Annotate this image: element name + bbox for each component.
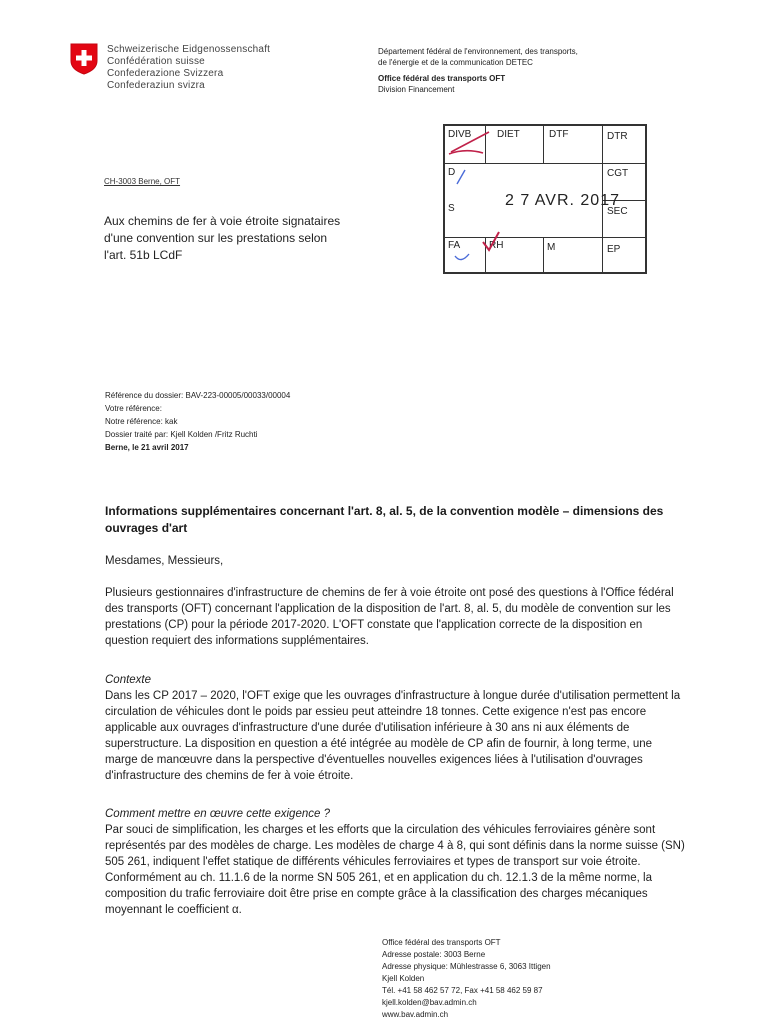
confed-fr: Confédération suisse: [107, 56, 205, 67]
division-name: Division Financement: [378, 85, 455, 94]
department-line-2: de l'énergie et de la communication DETEC: [378, 58, 533, 67]
office-name: Office fédéral des transports OFT: [378, 74, 506, 83]
addressee-block: [104, 213, 424, 264]
stamp-cell-dtr: DTR: [607, 131, 628, 142]
stamp-cell-m: M: [547, 242, 556, 253]
context-heading: Contexte: [105, 674, 152, 686]
office-contact-footer: [382, 937, 642, 1021]
reception-stamp: [443, 124, 647, 274]
confederation-names: [107, 44, 270, 92]
department-block: [378, 46, 578, 95]
stamp-cell-sec: SEC: [607, 206, 628, 217]
stamp-cell-d: D: [448, 167, 456, 178]
your-reference: Votre référence:: [105, 404, 162, 413]
stamp-cell-cgt: CGT: [607, 168, 629, 179]
stamp-cell-s: S: [448, 203, 455, 214]
department-line-1: Département fédéral de l'environnement, des transports,: [378, 47, 578, 56]
confed-it: Confederazione Svizzera: [107, 68, 224, 79]
addressee-line-1: Aux chemins de fer à voie étroite signataires: [104, 214, 341, 228]
confed-rm: Confederaziun svizra: [107, 80, 205, 91]
confed-de: Schweizerische Eidgenossenschaft: [107, 44, 271, 55]
addressee-line-3: l'art. 51b LCdF: [104, 248, 183, 262]
paragraph-intro: Plusieurs gestionnaires d'infrastructure de chemins de fer à voie étroite ont posé des questions à l'Office fédéral des transports (OFT) concernant l'application de la disposition de l'art. 8, al. 5, du modèle de convention sur les prestations (CP) pour la période 2017-2020. L'OFT constate que l'application correcte de la disposition en question requiert des informations supplémentaires.: [105, 587, 674, 647]
reference-block: [105, 389, 405, 454]
stamp-cell-rh: RH: [489, 240, 504, 251]
swiss-crest-icon: [70, 43, 98, 75]
stamp-cell-dtf: DTF: [549, 129, 569, 140]
stamp-cell-fa: FA: [448, 240, 461, 251]
footer-postal: Adresse postale: 3003 Berne: [382, 950, 486, 959]
stamp-cell-diet: DIET: [497, 129, 520, 140]
footer-email[interactable]: kjell.kolden@bav.admin.ch: [382, 998, 477, 1007]
handled-by: Dossier traité par: Kjell Kolden /Fritz Ruchti: [105, 430, 258, 439]
file-reference: Référence du dossier: BAV-223-00005/00033/00004: [105, 391, 291, 400]
addressee-line-2: d'une convention sur les prestations selon: [104, 231, 328, 245]
stamp-cell-divb: DIVB: [448, 129, 472, 140]
stamp-cell-ep: EP: [607, 244, 621, 255]
implementation-heading: Comment mettre en œuvre cette exigence ?: [105, 808, 330, 820]
implementation-paragraph: Par souci de simplification, les charges et les efforts que la circulation des véhicules ferroviaires génère sont représentés par des modèles de charge. Les modèles de charge 4 à 8, qui sont définis dans la norme suisse (SN) 505 261, indiquent l'effet statique de différents véhicules ferroviaires et types de transport sur voie étroite. Conformément au ch. 11.1.6 de la norme SN 505 261, et en application du ch. 12.1.3 de la même norme, la composition du trafic ferroviaire doit être prise en compte grâce à la classification des charges mécaniques moyennant le coefficient α.: [105, 824, 685, 916]
place-date: Berne, le 21 avril 2017: [105, 443, 189, 452]
context-paragraph: Dans les CP 2017 – 2020, l'OFT exige que les ouvrages d'infrastructure à longue durée d'utilisation permettent la circulation de véhicules dont le poids par essieu peut atteindre 18 tonnes. Cette exigence n'est pas encore applicable aux ouvrages d'infrastructure d'une durée d'utilisation inférieure à 30 ans ni aux éléments de superstructure. La disposition en question a été intégrée au modèle de CP afin de fournir, à long terme, une marge de manœuvre dans la perspective d'éventuelles nouvelles exigences liées à l'utilisation d'ouvrages d'infrastructure des chemins de fer à voie étroite.: [105, 690, 681, 782]
footer-contact-name: Kjell Kolden: [382, 974, 425, 983]
footer-phone: Tél. +41 58 462 57 72, Fax +41 58 462 59 87: [382, 986, 543, 995]
handwritten-marks-icon: [445, 126, 649, 276]
our-reference: Notre référence: kak: [105, 417, 178, 426]
salutation: Mesdames, Messieurs,: [105, 555, 224, 567]
sender-line: CH-3003 Berne, OFT: [104, 177, 181, 186]
footer-website[interactable]: www.bav.admin.ch: [382, 1010, 449, 1019]
letter-subject: Informations supplémentaires concernant l'art. 8, al. 5, de la convention modèle – dimensions des ouvrages d'art: [105, 504, 664, 535]
stamp-date: 2 7 AVR. 2017: [505, 192, 620, 209]
footer-physical: Adresse physique: Mühlestrasse 6, 3063 Ittigen: [382, 962, 551, 971]
footer-office: Office fédéral des transports OFT: [382, 938, 501, 947]
